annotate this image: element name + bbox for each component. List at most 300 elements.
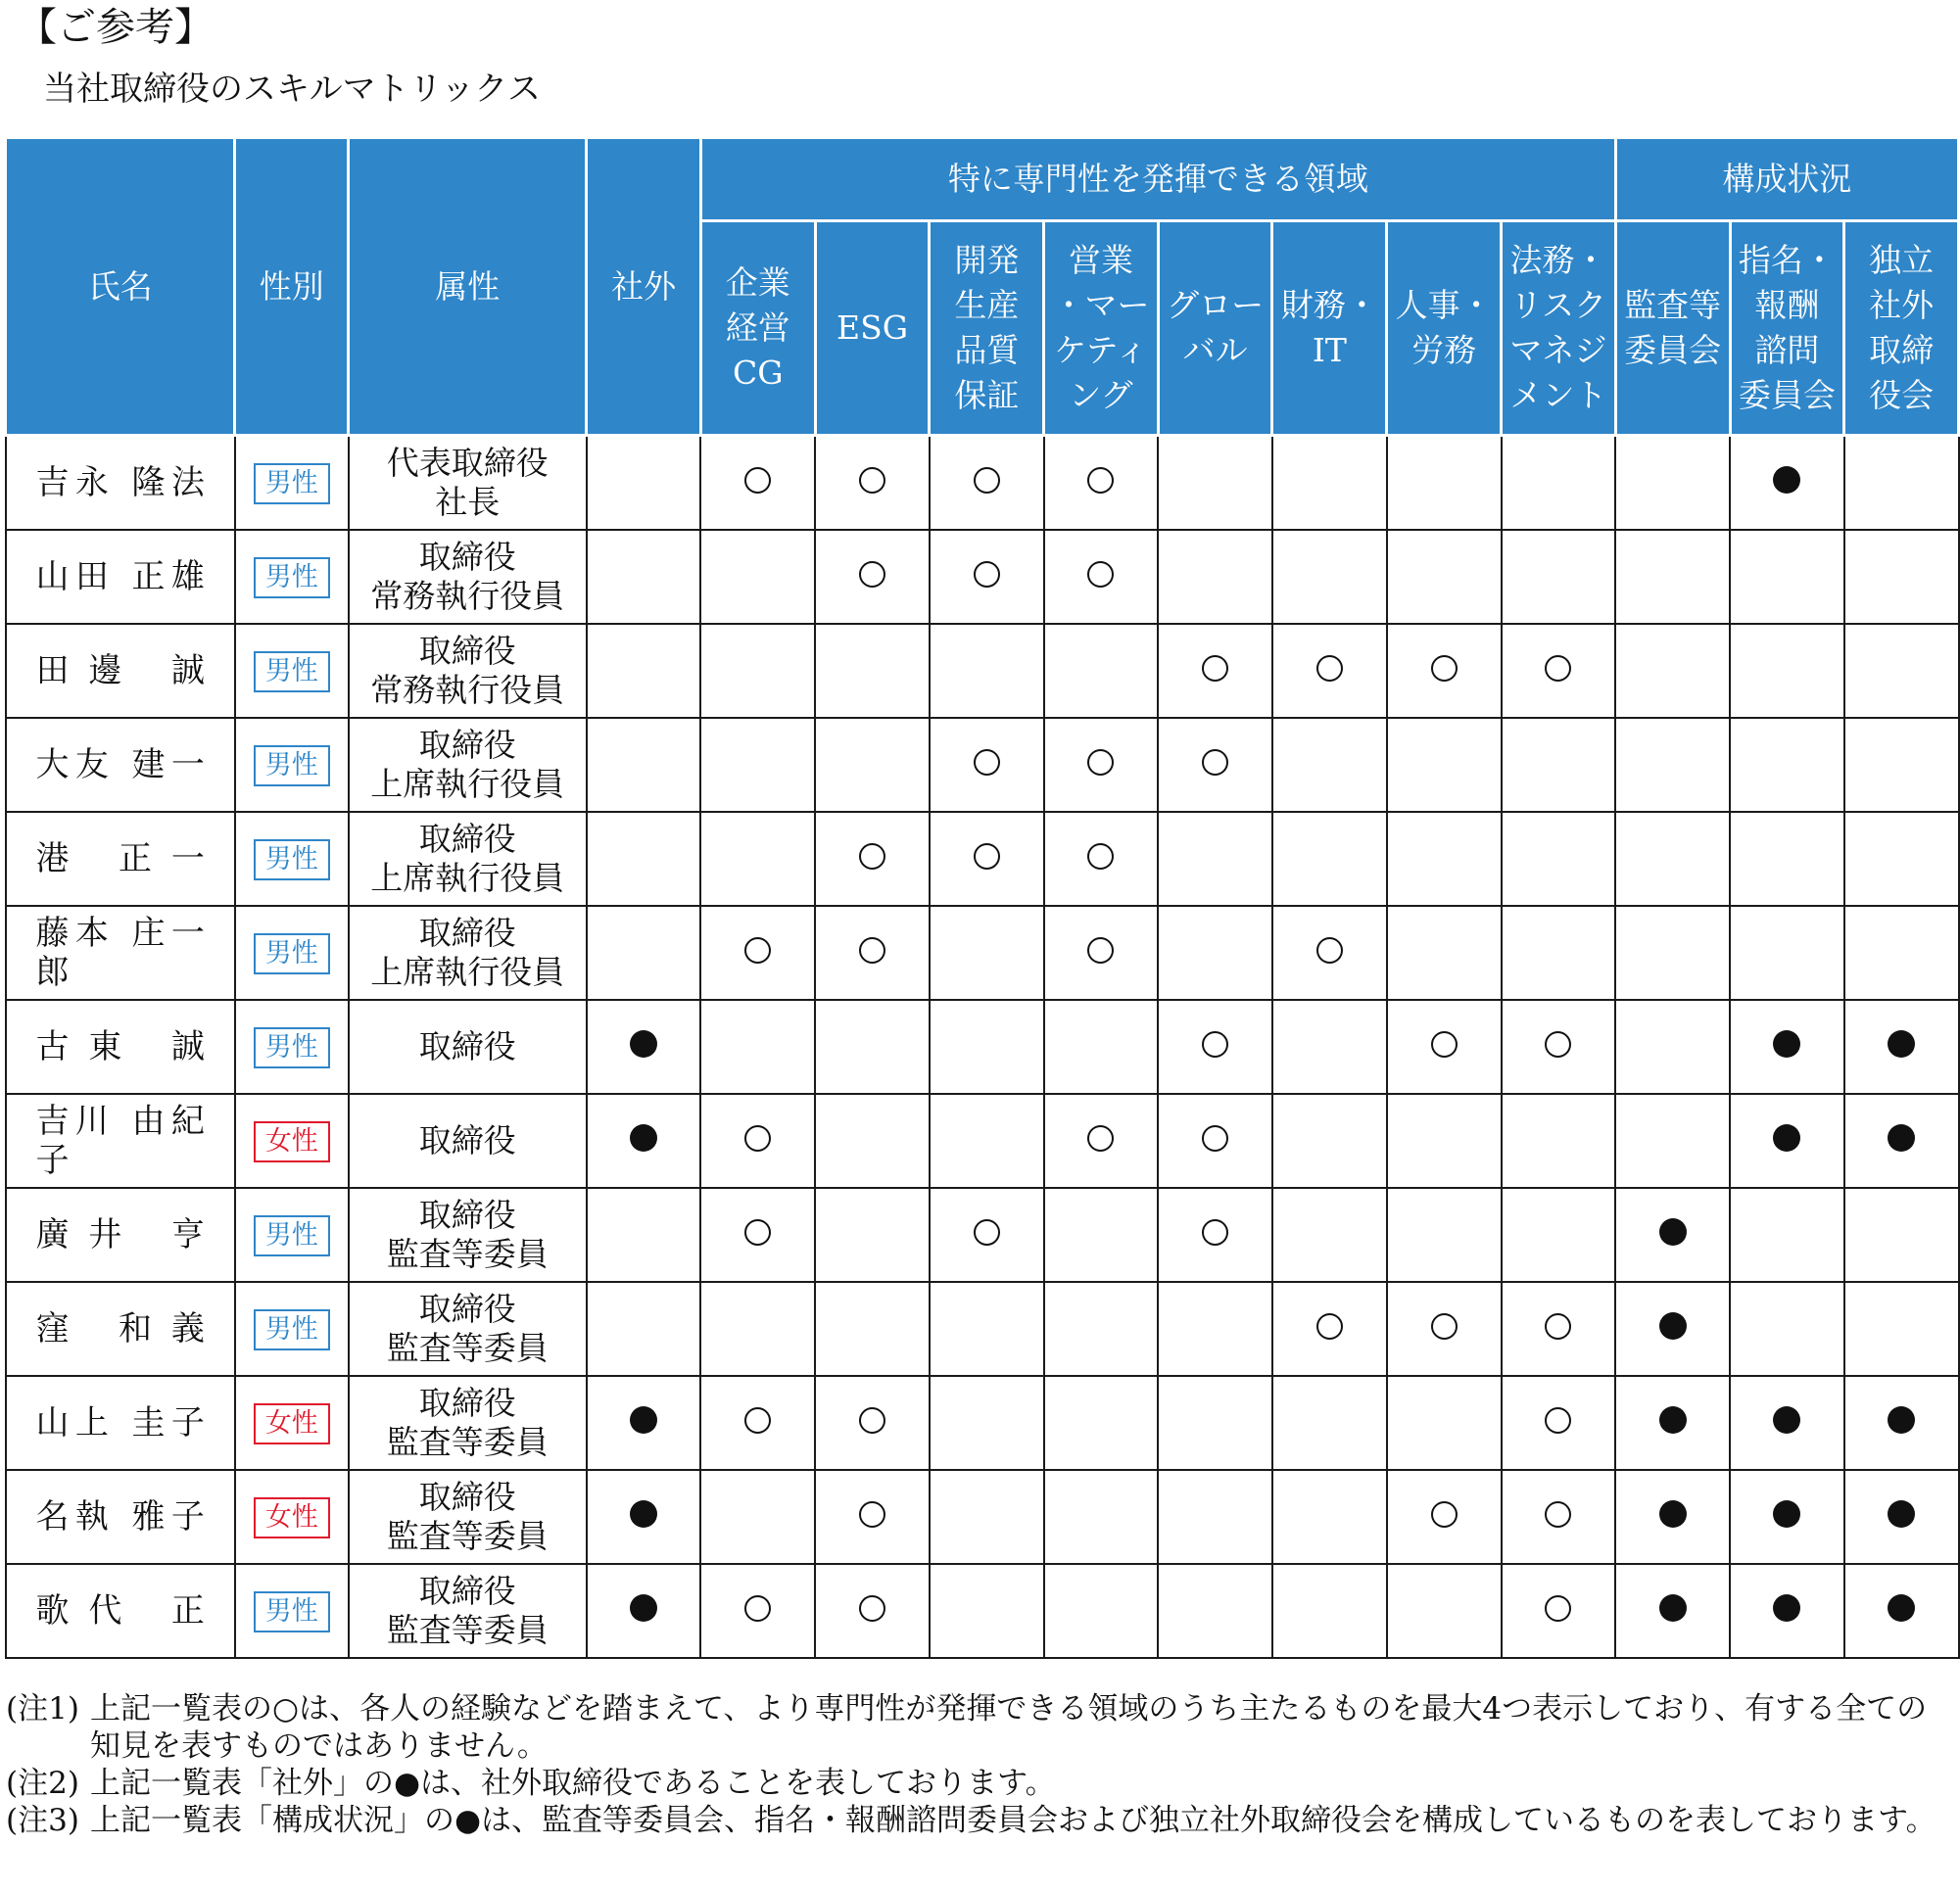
open-circle-mark	[1316, 655, 1343, 682]
open-circle-mark	[744, 1407, 771, 1434]
expertise-cell-2	[930, 436, 1044, 531]
expertise-cell-6	[1387, 1282, 1502, 1376]
attribute-cell: 取締役 監査等委員	[349, 1282, 587, 1376]
open-circle-mark	[859, 1595, 885, 1622]
composition-cell-2	[1844, 718, 1959, 812]
open-circle-mark	[1087, 467, 1114, 494]
filled-circle-mark	[1659, 1218, 1687, 1246]
director-name: 田邊 誠	[35, 651, 205, 690]
expertise-cell-6	[1387, 1564, 1502, 1658]
gender-badge: 女性	[254, 1121, 330, 1162]
director-name: 大友 建一	[35, 745, 205, 784]
attribute-cell: 取締役	[349, 1000, 587, 1094]
expertise-cell-3	[1044, 1376, 1159, 1470]
open-circle-mark	[1545, 1407, 1571, 1434]
open-circle-mark	[859, 937, 885, 964]
expertise-cell-0	[700, 906, 815, 1000]
expertise-cell-1	[815, 1282, 930, 1376]
heading: 【ご参考】	[18, 5, 214, 50]
open-circle-mark	[744, 937, 771, 964]
expertise-cell-1	[815, 1000, 930, 1094]
composition-cell-2	[1844, 1564, 1959, 1658]
gender-cell	[235, 530, 349, 624]
open-circle-mark	[1431, 1031, 1458, 1058]
open-circle-mark	[1202, 1219, 1228, 1246]
open-circle-mark	[1087, 937, 1114, 964]
expertise-cell-0	[700, 718, 815, 812]
open-circle-mark	[1431, 655, 1458, 682]
expertise-cell-1	[815, 812, 930, 906]
expertise-cell-3	[1044, 1094, 1159, 1188]
outside-cell	[587, 1188, 701, 1282]
expertise-cell-6	[1387, 1376, 1502, 1470]
composition-cell-1	[1730, 1564, 1844, 1658]
expertise-cell-5	[1272, 1564, 1387, 1658]
composition-cell-0	[1615, 1000, 1730, 1094]
composition-cell-2	[1844, 1000, 1959, 1094]
expertise-cell-2	[930, 1282, 1044, 1376]
gender-badge: 女性	[254, 1403, 330, 1444]
open-circle-mark	[1202, 749, 1228, 776]
composition-cell-1	[1730, 1188, 1844, 1282]
expertise-cell-2	[930, 530, 1044, 624]
composition-cell-0	[1615, 624, 1730, 718]
composition-cell-0	[1615, 1282, 1730, 1376]
attribute-cell: 取締役 上席執行役員	[349, 812, 587, 906]
footnote-label: (注3)	[6, 1803, 79, 1838]
header-expertise-4: グロー バル	[1158, 221, 1272, 436]
table-row	[6, 718, 1959, 812]
outside-cell	[587, 624, 701, 718]
expertise-cell-3	[1044, 1470, 1159, 1564]
expertise-cell-4	[1158, 1188, 1272, 1282]
filled-circle-mark	[630, 1406, 657, 1434]
gender-badge: 男性	[254, 557, 330, 598]
table-row	[6, 1564, 1959, 1658]
gender-cell	[235, 718, 349, 812]
table-row	[6, 436, 1959, 531]
gender-cell	[235, 1470, 349, 1564]
expertise-cell-2	[930, 624, 1044, 718]
open-circle-mark	[859, 561, 885, 588]
expertise-cell-7	[1502, 718, 1616, 812]
filled-circle-mark	[1888, 1500, 1915, 1528]
expertise-cell-5	[1272, 1282, 1387, 1376]
footnote-text: 上記一覧表「構成状況」の●は、監査等委員会、指名・報酬諮問委員会および独立社外取締役会を構成しているものを表しております。	[90, 1803, 1936, 1838]
expertise-cell-0	[700, 812, 815, 906]
expertise-cell-6	[1387, 812, 1502, 906]
filled-circle-mark	[1773, 1594, 1800, 1622]
composition-cell-2	[1844, 1376, 1959, 1470]
attribute-cell: 取締役 監査等委員	[349, 1564, 587, 1658]
outside-cell	[587, 1564, 701, 1658]
composition-cell-0	[1615, 1094, 1730, 1188]
header-expertise-7: 法務・ リスク マネジ メント	[1502, 221, 1616, 436]
composition-cell-2	[1844, 530, 1959, 624]
director-name-cell	[6, 624, 235, 718]
composition-cell-2	[1844, 812, 1959, 906]
open-circle-mark	[974, 749, 1000, 776]
attribute-cell: 取締役 上席執行役員	[349, 718, 587, 812]
table-row	[6, 1282, 1959, 1376]
open-circle-mark	[744, 467, 771, 494]
table-row	[6, 812, 1959, 906]
director-name: 藤本 庄一郎	[35, 914, 205, 992]
composition-cell-1	[1730, 1000, 1844, 1094]
skill-matrix-table	[4, 136, 1960, 1659]
composition-cell-2	[1844, 1282, 1959, 1376]
composition-cell-0	[1615, 530, 1730, 624]
gender-badge: 男性	[254, 745, 330, 786]
expertise-cell-0	[700, 1376, 815, 1470]
attribute-cell: 取締役 常務執行役員	[349, 624, 587, 718]
filled-circle-mark	[1888, 1124, 1915, 1152]
header-expertise-5: 財務・ IT	[1272, 221, 1387, 436]
header-expertise-2: 開発 生産 品質 保証	[930, 221, 1044, 436]
composition-cell-1	[1730, 1470, 1844, 1564]
gender-badge: 男性	[254, 1309, 330, 1350]
open-circle-mark	[1431, 1313, 1458, 1340]
expertise-cell-7	[1502, 1376, 1616, 1470]
table-row	[6, 1188, 1959, 1282]
composition-cell-1	[1730, 530, 1844, 624]
composition-cell-0	[1615, 1376, 1730, 1470]
director-name: 山上 圭子	[35, 1403, 205, 1443]
open-circle-mark	[974, 1219, 1000, 1246]
director-name: 吉川 由紀子	[35, 1102, 205, 1180]
attribute-cell: 取締役 監査等委員	[349, 1376, 587, 1470]
expertise-cell-2	[930, 1188, 1044, 1282]
expertise-cell-3	[1044, 1188, 1159, 1282]
filled-circle-mark	[630, 1500, 657, 1528]
gender-cell	[235, 1094, 349, 1188]
expertise-cell-6	[1387, 718, 1502, 812]
expertise-cell-1	[815, 718, 930, 812]
filled-circle-mark	[1659, 1500, 1687, 1528]
filled-circle-mark	[1659, 1406, 1687, 1434]
outside-cell	[587, 1094, 701, 1188]
header-expertise-0: 企業 経営 CG	[700, 221, 815, 436]
open-circle-mark	[744, 1125, 771, 1152]
expertise-cell-5	[1272, 812, 1387, 906]
expertise-cell-6	[1387, 436, 1502, 531]
composition-cell-1	[1730, 436, 1844, 531]
expertise-cell-3	[1044, 906, 1159, 1000]
gender-badge: 女性	[254, 1497, 330, 1538]
attribute-cell: 取締役 監査等委員	[349, 1188, 587, 1282]
open-circle-mark	[1316, 1313, 1343, 1340]
filled-circle-mark	[1888, 1594, 1915, 1622]
expertise-cell-0	[700, 624, 815, 718]
outside-cell	[587, 812, 701, 906]
composition-cell-2	[1844, 1188, 1959, 1282]
open-circle-mark	[1431, 1501, 1458, 1528]
composition-cell-2	[1844, 1094, 1959, 1188]
expertise-cell-1	[815, 436, 930, 531]
expertise-cell-4	[1158, 718, 1272, 812]
gender-cell	[235, 1376, 349, 1470]
expertise-cell-3	[1044, 718, 1159, 812]
expertise-cell-5	[1272, 1470, 1387, 1564]
filled-circle-mark	[1773, 1406, 1800, 1434]
table-row	[6, 1376, 1959, 1470]
composition-cell-0	[1615, 1188, 1730, 1282]
director-name-cell	[6, 436, 235, 531]
attribute-cell: 取締役 監査等委員	[349, 1470, 587, 1564]
expertise-cell-7	[1502, 1188, 1616, 1282]
director-name-cell	[6, 906, 235, 1000]
expertise-cell-1	[815, 1470, 930, 1564]
expertise-cell-5	[1272, 718, 1387, 812]
director-name-cell	[6, 1188, 235, 1282]
footnotes	[6, 1690, 1955, 1839]
header-composition-2: 独立 社外 取締 役会	[1844, 221, 1959, 436]
expertise-cell-3	[1044, 624, 1159, 718]
composition-cell-0	[1615, 1564, 1730, 1658]
expertise-cell-2	[930, 1376, 1044, 1470]
outside-cell	[587, 1376, 701, 1470]
header-composition-0: 監査等 委員会	[1615, 221, 1730, 436]
open-circle-mark	[1545, 1595, 1571, 1622]
director-name-cell	[6, 1000, 235, 1094]
director-name: 古東 誠	[35, 1027, 205, 1066]
gender-cell	[235, 436, 349, 531]
expertise-cell-4	[1158, 436, 1272, 531]
expertise-cell-1	[815, 1376, 930, 1470]
outside-cell	[587, 436, 701, 531]
open-circle-mark	[1545, 1031, 1571, 1058]
expertise-cell-6	[1387, 1188, 1502, 1282]
table-row	[6, 530, 1959, 624]
expertise-cell-4	[1158, 530, 1272, 624]
gender-badge: 男性	[254, 933, 330, 974]
footnote-label: (注1)	[6, 1691, 79, 1726]
director-name-cell	[6, 530, 235, 624]
gender-cell	[235, 624, 349, 718]
expertise-cell-1	[815, 1188, 930, 1282]
outside-cell	[587, 1470, 701, 1564]
header-expertise-1: ESG	[815, 221, 930, 436]
header-composition-1: 指名・ 報酬 諮問 委員会	[1730, 221, 1844, 436]
open-circle-mark	[974, 561, 1000, 588]
open-circle-mark	[1545, 1313, 1571, 1340]
gender-badge: 男性	[254, 1215, 330, 1256]
composition-cell-1	[1730, 1282, 1844, 1376]
expertise-cell-1	[815, 530, 930, 624]
filled-circle-mark	[630, 1030, 657, 1058]
expertise-cell-7	[1502, 530, 1616, 624]
composition-cell-0	[1615, 812, 1730, 906]
expertise-cell-7	[1502, 1282, 1616, 1376]
subheading: 当社取締役のスキルマトリックス	[43, 70, 541, 109]
expertise-cell-2	[930, 718, 1044, 812]
expertise-cell-0	[700, 1282, 815, 1376]
director-name-cell	[6, 1376, 235, 1470]
open-circle-mark	[1545, 1501, 1571, 1528]
open-circle-mark	[859, 467, 885, 494]
outside-cell	[587, 906, 701, 1000]
composition-cell-1	[1730, 812, 1844, 906]
expertise-cell-3	[1044, 812, 1159, 906]
table-row	[6, 1470, 1959, 1564]
expertise-cell-3	[1044, 1000, 1159, 1094]
expertise-cell-5	[1272, 1094, 1387, 1188]
open-circle-mark	[1087, 561, 1114, 588]
expertise-cell-5	[1272, 624, 1387, 718]
director-name: 名執 雅子	[35, 1497, 205, 1537]
open-circle-mark	[744, 1219, 771, 1246]
expertise-cell-6	[1387, 530, 1502, 624]
gender-badge: 男性	[254, 463, 330, 504]
table-row	[6, 1000, 1959, 1094]
gender-cell	[235, 1282, 349, 1376]
director-name-cell	[6, 1470, 235, 1564]
expertise-cell-4	[1158, 812, 1272, 906]
outside-cell	[587, 1000, 701, 1094]
footnote	[6, 1802, 1955, 1839]
open-circle-mark	[859, 1501, 885, 1528]
attribute-cell: 取締役 常務執行役員	[349, 530, 587, 624]
expertise-cell-4	[1158, 1376, 1272, 1470]
header-expertise-6: 人事・ 労務	[1387, 221, 1502, 436]
filled-circle-mark	[1773, 1500, 1800, 1528]
composition-cell-0	[1615, 718, 1730, 812]
composition-cell-0	[1615, 436, 1730, 531]
expertise-cell-4	[1158, 624, 1272, 718]
gender-cell	[235, 906, 349, 1000]
footnote	[6, 1690, 1955, 1765]
gender-badge: 男性	[254, 651, 330, 692]
header-gender: 性別	[235, 138, 349, 436]
footnote-text: 上記一覧表「社外」の●は、社外取締役であることを表しております。	[90, 1766, 1056, 1801]
filled-circle-mark	[1773, 466, 1800, 494]
filled-circle-mark	[1659, 1312, 1687, 1340]
expertise-cell-0	[700, 1094, 815, 1188]
open-circle-mark	[1087, 1125, 1114, 1152]
expertise-cell-5	[1272, 1188, 1387, 1282]
gender-cell	[235, 1564, 349, 1658]
header-expertise-3: 営業 ・マー ケティ ング	[1044, 221, 1159, 436]
gender-badge: 男性	[254, 1591, 330, 1632]
header-expertise-group: 特に専門性を発揮できる領域	[700, 138, 1615, 221]
expertise-cell-5	[1272, 530, 1387, 624]
director-name-cell	[6, 812, 235, 906]
open-circle-mark	[1087, 749, 1114, 776]
attribute-cell: 代表取締役 社長	[349, 436, 587, 531]
outside-cell	[587, 1282, 701, 1376]
expertise-cell-2	[930, 906, 1044, 1000]
expertise-cell-3	[1044, 436, 1159, 531]
expertise-cell-6	[1387, 1094, 1502, 1188]
header-name: 氏名	[6, 138, 235, 436]
open-circle-mark	[974, 843, 1000, 870]
composition-cell-1	[1730, 718, 1844, 812]
composition-cell-2	[1844, 436, 1959, 531]
composition-cell-0	[1615, 1470, 1730, 1564]
expertise-cell-0	[700, 530, 815, 624]
open-circle-mark	[974, 467, 1000, 494]
composition-cell-1	[1730, 1376, 1844, 1470]
expertise-cell-5	[1272, 906, 1387, 1000]
composition-cell-2	[1844, 1470, 1959, 1564]
director-name-cell	[6, 1094, 235, 1188]
expertise-cell-7	[1502, 1094, 1616, 1188]
expertise-cell-4	[1158, 1564, 1272, 1658]
filled-circle-mark	[630, 1124, 657, 1152]
director-name-cell	[6, 1564, 235, 1658]
expertise-cell-7	[1502, 1470, 1616, 1564]
expertise-cell-0	[700, 1564, 815, 1658]
gender-badge: 男性	[254, 1027, 330, 1068]
open-circle-mark	[859, 843, 885, 870]
composition-cell-2	[1844, 624, 1959, 718]
director-name-cell	[6, 718, 235, 812]
expertise-cell-0	[700, 1470, 815, 1564]
expertise-cell-4	[1158, 1094, 1272, 1188]
open-circle-mark	[859, 1407, 885, 1434]
expertise-cell-2	[930, 1000, 1044, 1094]
expertise-cell-3	[1044, 1564, 1159, 1658]
expertise-cell-3	[1044, 530, 1159, 624]
footnote	[6, 1765, 1955, 1802]
expertise-cell-5	[1272, 436, 1387, 531]
expertise-cell-4	[1158, 1000, 1272, 1094]
director-name: 港 正一	[35, 839, 205, 878]
expertise-cell-2	[930, 812, 1044, 906]
attribute-cell: 取締役	[349, 1094, 587, 1188]
filled-circle-mark	[1773, 1124, 1800, 1152]
expertise-cell-7	[1502, 436, 1616, 531]
expertise-cell-4	[1158, 1282, 1272, 1376]
open-circle-mark	[1316, 937, 1343, 964]
expertise-cell-6	[1387, 1000, 1502, 1094]
gender-cell	[235, 1000, 349, 1094]
table-row	[6, 624, 1959, 718]
filled-circle-mark	[1888, 1406, 1915, 1434]
expertise-cell-7	[1502, 1000, 1616, 1094]
expertise-cell-0	[700, 436, 815, 531]
gender-cell	[235, 1188, 349, 1282]
director-name: 吉永 隆法	[35, 463, 205, 502]
expertise-cell-0	[700, 1188, 815, 1282]
outside-cell	[587, 530, 701, 624]
composition-cell-0	[1615, 906, 1730, 1000]
expertise-cell-6	[1387, 1470, 1502, 1564]
expertise-cell-7	[1502, 812, 1616, 906]
gender-badge: 男性	[254, 839, 330, 880]
attribute-cell: 取締役 上席執行役員	[349, 906, 587, 1000]
expertise-cell-0	[700, 1000, 815, 1094]
footnote-text: 上記一覧表の○は、各人の経験などを踏まえて、より専門性が発揮できる領域のうち主たるものを最大4つ表示しており、有する全ての知見を表すものではありません。	[90, 1691, 1928, 1764]
open-circle-mark	[1087, 843, 1114, 870]
composition-cell-2	[1844, 906, 1959, 1000]
expertise-cell-4	[1158, 1470, 1272, 1564]
filled-circle-mark	[1888, 1030, 1915, 1058]
expertise-cell-7	[1502, 906, 1616, 1000]
header-outside: 社外	[587, 138, 701, 436]
expertise-cell-1	[815, 1094, 930, 1188]
filled-circle-mark	[1659, 1594, 1687, 1622]
composition-cell-1	[1730, 906, 1844, 1000]
filled-circle-mark	[630, 1594, 657, 1622]
expertise-cell-2	[930, 1564, 1044, 1658]
expertise-cell-3	[1044, 1282, 1159, 1376]
director-name-cell	[6, 1282, 235, 1376]
composition-cell-1	[1730, 624, 1844, 718]
expertise-cell-1	[815, 1564, 930, 1658]
expertise-cell-2	[930, 1470, 1044, 1564]
outside-cell	[587, 718, 701, 812]
